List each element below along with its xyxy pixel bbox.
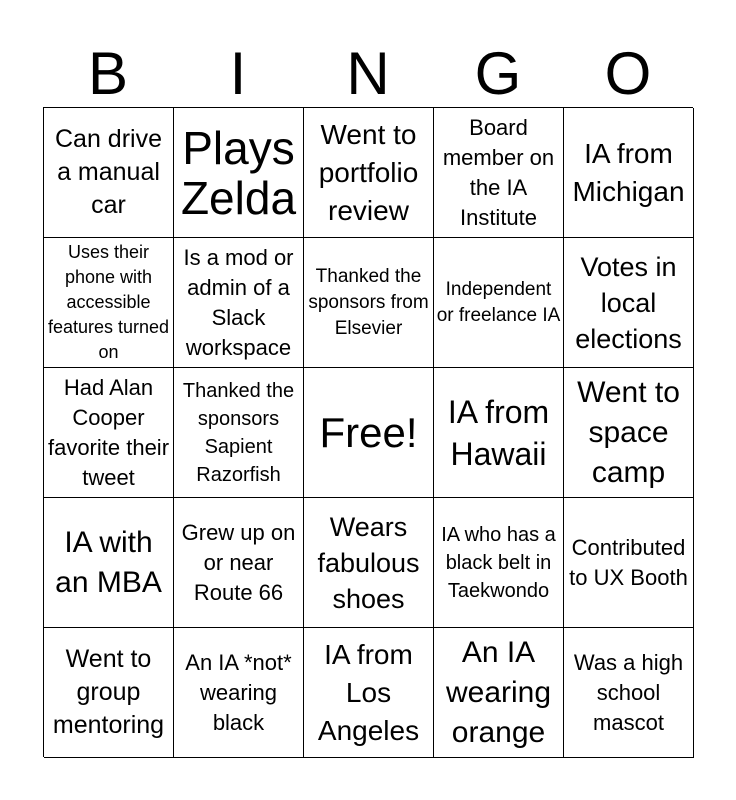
bingo-cell-23[interactable]	[304, 628, 434, 758]
bingo-cell-5[interactable]	[564, 108, 694, 238]
bingo-cell-15[interactable]	[564, 368, 694, 498]
cell-text: Was a high school mascot	[573, 649, 684, 735]
header-letter-b: B	[87, 40, 129, 107]
cell-text: IA from Hawaii	[447, 393, 550, 472]
cell-text: IA from Los Angeles	[317, 638, 420, 746]
bingo-cell-8[interactable]	[304, 238, 434, 368]
bingo-cell-1[interactable]	[44, 108, 174, 238]
bingo-cell-free[interactable]	[304, 368, 434, 498]
bingo-cell-7[interactable]	[174, 238, 304, 368]
cell-text: Votes in local elections	[575, 251, 682, 354]
header-letter-g: G	[474, 40, 522, 107]
bingo-cell-3[interactable]	[304, 108, 434, 238]
header-letter-n: N	[346, 40, 390, 107]
bingo-header	[43, 40, 693, 108]
cell-text: Is a mod or admin of a Slack workspace	[183, 244, 294, 360]
cell-text: Went to portfolio review	[318, 118, 419, 226]
bingo-cell-6[interactable]	[44, 238, 174, 368]
cell-text: An IA wearing orange	[445, 635, 552, 749]
bingo-cell-19[interactable]	[434, 498, 564, 628]
bingo-cell-20[interactable]	[564, 498, 694, 628]
header-letter-o: O	[604, 40, 652, 107]
bingo-cell-22[interactable]	[174, 628, 304, 758]
cell-text: Went to group mentoring	[52, 645, 165, 739]
cell-text: Can drive a manual car	[55, 125, 162, 219]
cell-text: IA from Michigan	[572, 137, 685, 207]
cell-text: Grew up on or near Route 66	[181, 519, 296, 605]
free-space-text: Free!	[319, 408, 418, 456]
cell-text: Thanked the sponsors Sapient Razorfish	[182, 379, 295, 486]
bingo-cell-4[interactable]	[434, 108, 564, 238]
bingo-cell-21[interactable]	[44, 628, 174, 758]
bingo-cell-10[interactable]	[564, 238, 694, 368]
cell-text: Plays Zelda	[180, 121, 297, 224]
bingo-cell-16[interactable]	[44, 498, 174, 628]
cell-text: Uses their phone with accessible features turned on	[47, 242, 170, 362]
cell-text: IA with an MBA	[55, 525, 162, 599]
cell-text: An IA *not* wearing black	[185, 649, 292, 735]
bingo-cell-18[interactable]	[304, 498, 434, 628]
bingo-cell-2[interactable]	[174, 108, 304, 238]
bingo-cell-11[interactable]	[44, 368, 174, 498]
bingo-cell-17[interactable]	[174, 498, 304, 628]
bingo-cell-9[interactable]	[434, 238, 564, 368]
bingo-cell-12[interactable]	[174, 368, 304, 498]
cell-text: IA who has a black belt in Taekwondo	[441, 523, 556, 602]
cell-text: Wears fabulous shoes	[317, 511, 420, 614]
header-letter-i: I	[229, 40, 247, 107]
bingo-cell-24[interactable]	[434, 628, 564, 758]
cell-text: Went to space camp	[577, 375, 680, 489]
cell-text: Had Alan Cooper favorite their tweet	[47, 374, 170, 490]
cell-text: Board member on the IA Institute	[442, 114, 555, 230]
bingo-cell-25[interactable]	[564, 628, 694, 758]
bingo-cell-14[interactable]	[434, 368, 564, 498]
cell-text: Thanked the sponsors from Elsevier	[308, 265, 429, 339]
cell-text: Independent or freelance IA	[436, 278, 561, 326]
cell-text: Contributed to UX Booth	[569, 534, 688, 590]
bingo-grid	[43, 107, 693, 757]
